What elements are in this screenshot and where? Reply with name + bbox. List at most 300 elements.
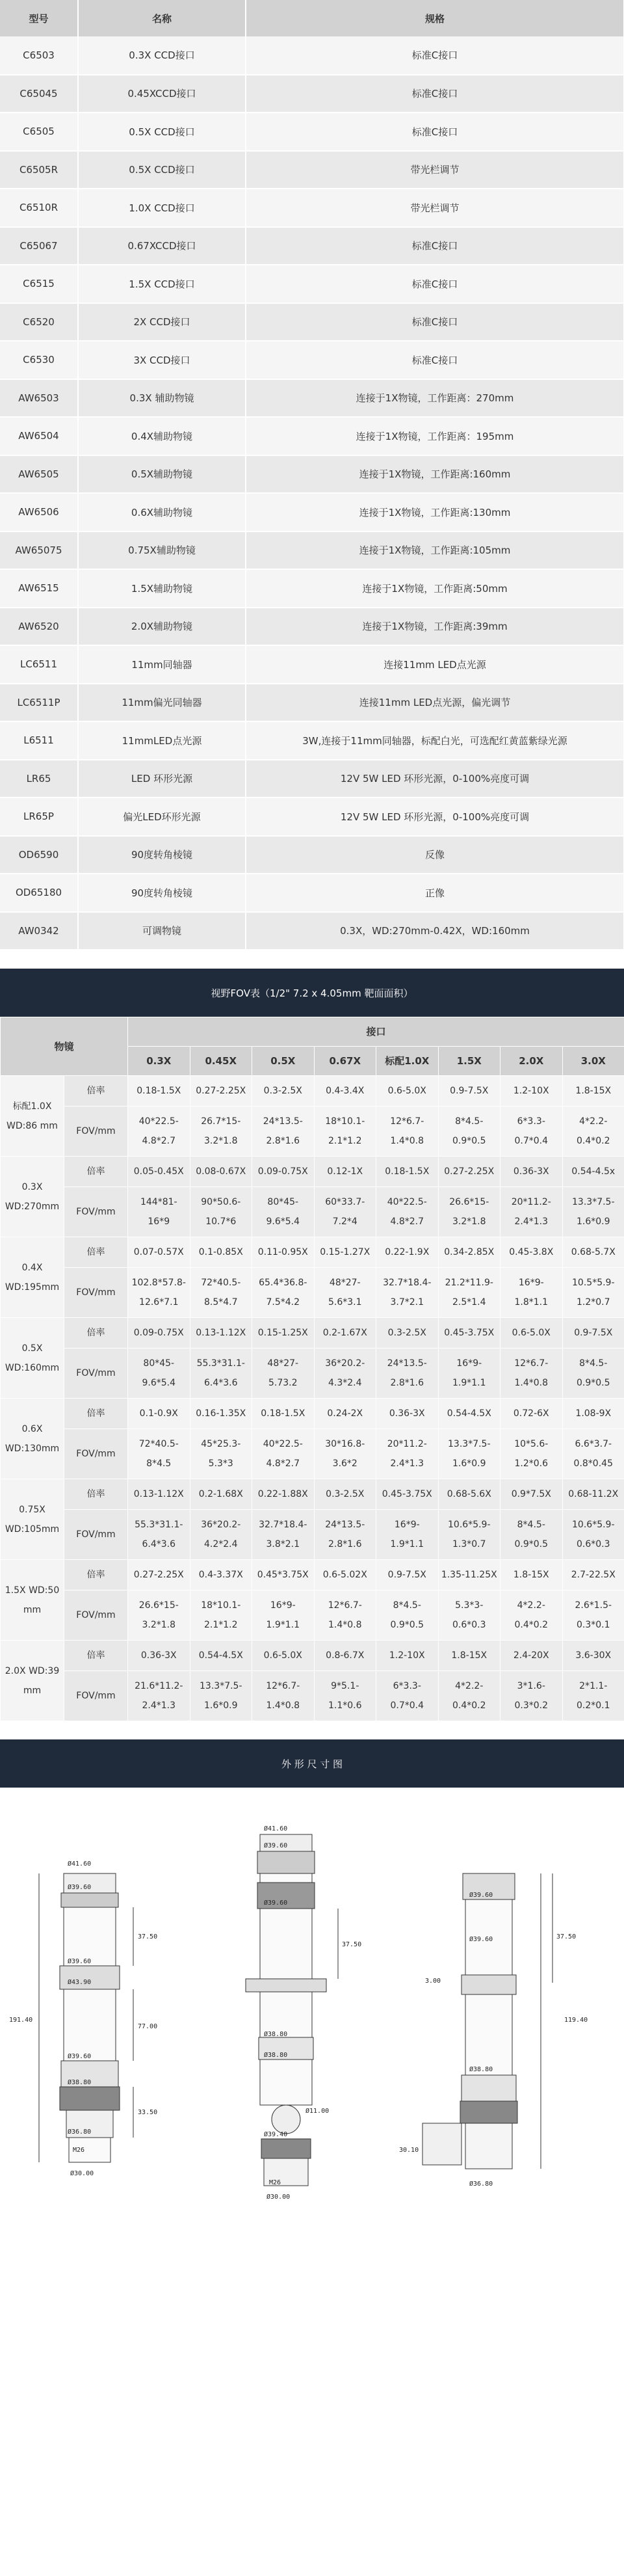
mag-cell: 0.4-3.37X (190, 1560, 252, 1590)
fov-cell: 10.6*5.9-1.3*0.7 (438, 1510, 500, 1560)
part-model: LR65P (0, 798, 78, 836)
mag-cell: 0.9-7.5X (562, 1318, 624, 1348)
fov-cell: 10.5*5.9-1.2*0.7 (562, 1268, 624, 1318)
parts-row (0, 608, 624, 646)
dim-label: M26 (269, 2179, 281, 2186)
mag-cell: 1.8-15X (438, 1641, 500, 1671)
mag-cell: 0.34-2.85X (438, 1237, 500, 1268)
fov-cell: 24*13.5-2.8*1.6 (252, 1107, 315, 1157)
header-spec: 规格 (246, 0, 624, 36)
mag-cell: 0.36-3X (500, 1157, 563, 1187)
part-spec: 连接于1X物镜，工作距离:39mm (246, 608, 624, 646)
mag-cell: 0.6-5.0X (252, 1641, 315, 1671)
fov-cell: 4*2.2-0.4*0.2 (562, 1107, 624, 1157)
parts-row (0, 912, 624, 950)
mag-cell: 0.1-0.85X (190, 1237, 252, 1268)
fov-cell: 60*33.7-7.2*4 (314, 1187, 376, 1237)
fov-cell: 2*1.1-0.2*0.1 (562, 1671, 624, 1721)
mag-cell: 0.22-1.88X (252, 1479, 315, 1510)
mag-label: 倍率 (64, 1479, 128, 1510)
mag-cell: 3.6-30X (562, 1641, 624, 1671)
fov-cell: 8*4.5-0.9*0.5 (376, 1590, 439, 1641)
middle-lens-outline (246, 1834, 338, 2186)
part-model: AW6515 (0, 569, 78, 608)
part-model: AW6504 (0, 417, 78, 455)
fov-cell: 16*9-1.9*1.1 (438, 1348, 500, 1399)
part-spec: 连接于1X物镜，工作距离：270mm (246, 379, 624, 418)
parts-row (0, 531, 624, 570)
interface-column-header: 标配1.0X (376, 1047, 439, 1076)
fov-cell: 13.3*7.5-1.6*0.9 (562, 1187, 624, 1237)
fov-cell: 24*13.5-2.8*1.6 (376, 1348, 439, 1399)
mag-cell: 0.45-3.75X (376, 1479, 439, 1510)
parts-row (0, 645, 624, 684)
part-spec: 连接于1X物镜，工作距离:130mm (246, 493, 624, 531)
part-spec: 标准C接口 (246, 36, 624, 75)
mag-cell: 0.13-1.12X (190, 1318, 252, 1348)
part-name: 90度转角棱镜 (78, 836, 246, 874)
dim-label: 77.00 (138, 2023, 158, 2030)
objective-header: 物镜 (1, 1017, 128, 1076)
part-name: 0.5X CCD接口 (78, 151, 246, 189)
fov-cell: 21.2*11.9-2.5*1.4 (438, 1268, 500, 1318)
part-model: LR65 (0, 760, 78, 798)
fov-range-row (1, 1671, 624, 1721)
dim-label: 37.50 (342, 1941, 362, 1948)
mag-cell: 0.4-3.4X (314, 1076, 376, 1107)
mag-cell: 0.9-7.5X (376, 1560, 439, 1590)
fov-cell: 55.3*31.1-6.4*3.6 (128, 1510, 190, 1560)
fov-cell: 6*3.3-0.7*0.4 (500, 1107, 563, 1157)
part-name: 偏光LED环形光源 (78, 798, 246, 836)
part-model: C6505 (0, 113, 78, 151)
fov-cell: 36*20.2-4.2*2.4 (190, 1510, 252, 1560)
fov-range-row (1, 1590, 624, 1641)
fov-cell: 102.8*57.8-12.6*7.1 (128, 1268, 190, 1318)
part-name: 0.6X辅助物镜 (78, 493, 246, 531)
objective-cell: 0.6X WD:130mm (1, 1399, 64, 1479)
fov-cell: 9*5.1-1.1*0.6 (314, 1671, 376, 1721)
mag-cell: 0.07-0.57X (128, 1237, 190, 1268)
fov-cell: 72*40.5-8*4.5 (128, 1429, 190, 1479)
dim-label: Ø39.60 (68, 1884, 92, 1891)
interface-column-header: 3.0X (562, 1047, 624, 1076)
mag-label: 倍率 (64, 1560, 128, 1590)
mag-cell: 0.27-2.25X (190, 1076, 252, 1107)
fov-cell: 16*9-1.9*1.1 (252, 1590, 315, 1641)
objective-cell: 标配1.0X WD:86 mm (1, 1076, 64, 1157)
mag-cell: 0.68-5.6X (438, 1479, 500, 1510)
header-model: 型号 (0, 0, 78, 36)
part-name: LED 环形光源 (78, 760, 246, 798)
fov-mag-row (1, 1399, 624, 1429)
part-spec: 带光栏调节 (246, 189, 624, 227)
drawings-banner-title: 外 形 尺 寸 图 (281, 1758, 343, 1770)
part-model: C6510R (0, 189, 78, 227)
drawings-banner (0, 1739, 624, 1788)
fov-cell: 32.7*18.4-3.7*2.1 (376, 1268, 439, 1318)
fov-table (0, 1017, 624, 1721)
dim-label: Ø11.00 (306, 2108, 330, 2115)
part-name: 1.0X CCD接口 (78, 189, 246, 227)
spacer (0, 1721, 624, 1739)
part-name: 0.3X 辅助物镜 (78, 379, 246, 418)
fov-mag-row (1, 1318, 624, 1348)
left-lens-outline (39, 1873, 133, 2162)
fov-cell: 3*1.6-0.3*0.2 (500, 1671, 563, 1721)
fov-cell: 30*16.8-3.6*2 (314, 1429, 376, 1479)
fov-mag-row (1, 1076, 624, 1107)
part-spec: 标准C接口 (246, 341, 624, 379)
part-name: 0.75X辅助物镜 (78, 531, 246, 570)
mag-cell: 0.27-2.25X (128, 1560, 190, 1590)
fov-label: FOV/mm (64, 1268, 128, 1318)
fov-mag-row (1, 1641, 624, 1671)
parts-header-row (0, 0, 624, 36)
part-spec: 标准C接口 (246, 227, 624, 265)
mag-cell: 1.8-15X (562, 1076, 624, 1107)
part-name: 3X CCD接口 (78, 341, 246, 379)
part-name: 11mm偏光同轴器 (78, 684, 246, 722)
fov-cell: 26.7*15-3.2*1.8 (190, 1107, 252, 1157)
part-model: AW6506 (0, 493, 78, 531)
fov-cell: 40*22.5-4.8*2.7 (128, 1107, 190, 1157)
part-name: 0.4X辅助物镜 (78, 417, 246, 455)
part-model: C65045 (0, 75, 78, 113)
fov-cell: 40*22.5-4.8*2.7 (252, 1429, 315, 1479)
dim-label: 37.50 (556, 1933, 577, 1940)
mag-cell: 0.45-3.75X (438, 1318, 500, 1348)
mag-cell: 0.16-1.35X (190, 1399, 252, 1429)
mag-cell: 0.3-2.5X (252, 1076, 315, 1107)
mag-cell: 1.2-10X (500, 1076, 563, 1107)
part-model: AW6520 (0, 608, 78, 646)
interface-header: 接口 (128, 1017, 624, 1047)
fov-cell: 16*9-1.8*1.1 (500, 1268, 563, 1318)
mag-cell: 0.9*7.5X (500, 1479, 563, 1510)
fov-cell: 144*81-16*9 (128, 1187, 190, 1237)
part-model: C6505R (0, 151, 78, 189)
dim-label: Ø39.40 (264, 2131, 288, 2138)
fov-cell: 18*10.1-2.1*1.2 (314, 1107, 376, 1157)
fov-mag-row (1, 1237, 624, 1268)
part-model: AW0342 (0, 912, 78, 950)
objective-cell: 1.5X WD:50 mm (1, 1560, 64, 1641)
part-name: 0.5X辅助物镜 (78, 455, 246, 494)
mag-cell: 0.2-1.67X (314, 1318, 376, 1348)
fov-cell: 18*10.1-2.1*1.2 (190, 1590, 252, 1641)
mag-cell: 0.15-1.27X (314, 1237, 376, 1268)
parts-row (0, 874, 624, 912)
mag-cell: 0.2-1.68X (190, 1479, 252, 1510)
part-model: L6511 (0, 721, 78, 760)
fov-cell: 16*9-1.9*1.1 (376, 1510, 439, 1560)
objective-cell: 2.0X WD:39 mm (1, 1641, 64, 1721)
mag-cell: 0.3-2.5X (376, 1318, 439, 1348)
mag-cell: 0.68-11.2X (562, 1479, 624, 1510)
drawings-svg (0, 1788, 624, 2337)
part-spec: 连接于1X物镜，工作距离:50mm (246, 569, 624, 608)
fov-label: FOV/mm (64, 1510, 128, 1560)
dim-label: Ø39.60 (469, 1936, 493, 1943)
parts-row (0, 341, 624, 379)
fov-range-row (1, 1107, 624, 1157)
part-spec: 12V 5W LED 环形光源，0-100%亮度可调 (246, 760, 624, 798)
part-spec: 12V 5W LED 环形光源，0-100%亮度可调 (246, 798, 624, 836)
fov-cell: 40*22.5-4.8*2.7 (376, 1187, 439, 1237)
dim-label: Ø38.80 (264, 2031, 288, 2038)
part-name: 1.5X CCD接口 (78, 265, 246, 303)
parts-row (0, 455, 624, 494)
part-model: C6515 (0, 265, 78, 303)
dim-label: Ø30.00 (266, 2194, 291, 2201)
part-name: 0.45XCCD接口 (78, 75, 246, 113)
mag-cell: 0.12-1X (314, 1157, 376, 1187)
mag-cell: 0.68-5.7X (562, 1237, 624, 1268)
part-model: C6530 (0, 341, 78, 379)
part-model: AW6505 (0, 455, 78, 494)
fov-body (1, 1076, 624, 1721)
fov-label: FOV/mm (64, 1348, 128, 1399)
dim-label: M26 (73, 2147, 85, 2154)
mag-cell: 0.6-5.0X (500, 1318, 563, 1348)
part-name: 11mm同轴器 (78, 645, 246, 684)
dim-label: 3.00 (425, 1978, 441, 1985)
dim-label: 37.50 (138, 1933, 158, 1940)
fov-mag-row (1, 1479, 624, 1510)
part-spec: 反像 (246, 836, 624, 874)
mag-label: 倍率 (64, 1237, 128, 1268)
part-name: 0.5X CCD接口 (78, 113, 246, 151)
fov-cell: 72*40.5-8.5*4.7 (190, 1268, 252, 1318)
parts-row (0, 303, 624, 342)
dim-label: Ø38.80 (469, 2066, 493, 2073)
fov-cell: 13.3*7.5-1.6*0.9 (190, 1671, 252, 1721)
mag-cell: 0.18-1.5X (252, 1399, 315, 1429)
dim-label: Ø41.60 (68, 1860, 92, 1868)
fov-cell: 12*6.7-1.4*0.8 (252, 1671, 315, 1721)
fov-mag-row (1, 1560, 624, 1590)
parts-row (0, 151, 624, 189)
dim-label: 33.50 (138, 2109, 158, 2116)
mag-cell: 0.11-0.95X (252, 1237, 315, 1268)
interface-column-header: 1.5X (438, 1047, 500, 1076)
parts-row (0, 721, 624, 760)
part-model: AW65075 (0, 531, 78, 570)
mag-cell: 0.9-7.5X (438, 1076, 500, 1107)
fov-cell: 20*11.2-2.4*1.3 (376, 1429, 439, 1479)
parts-row (0, 760, 624, 798)
part-name: 90度转角棱镜 (78, 874, 246, 912)
part-model: AW6503 (0, 379, 78, 418)
header-name: 名称 (78, 0, 246, 36)
objective-cell: 0.3X WD:270mm (1, 1157, 64, 1237)
dim-label: Ø36.80 (469, 2180, 493, 2188)
part-model: LC6511P (0, 684, 78, 722)
dim-label: Ø43.90 (68, 1979, 92, 1986)
fov-cell: 55.3*31.1-6.4*3.6 (190, 1348, 252, 1399)
fov-cell: 36*20.2-4.3*2.4 (314, 1348, 376, 1399)
fov-range-row (1, 1187, 624, 1237)
fov-range-row (1, 1510, 624, 1560)
fov-cell: 10*5.6-1.2*0.6 (500, 1429, 563, 1479)
right-lens-outline (422, 1873, 552, 2169)
mag-cell: 0.3-2.5X (314, 1479, 376, 1510)
fov-cell: 12*6.7-1.4*0.8 (376, 1107, 439, 1157)
parts-row (0, 493, 624, 531)
parts-row (0, 75, 624, 113)
mag-cell: 0.6-5.02X (314, 1560, 376, 1590)
part-spec: 连接11mm LED点光源，偏光调节 (246, 684, 624, 722)
part-spec: 标准C接口 (246, 75, 624, 113)
dim-label: Ø38.80 (264, 2052, 288, 2059)
fov-header-row-1 (1, 1017, 624, 1047)
mag-cell: 0.45-3.8X (500, 1237, 563, 1268)
part-spec: 连接11mm LED点光源 (246, 645, 624, 684)
parts-row (0, 265, 624, 303)
interface-column-header: 2.0X (500, 1047, 563, 1076)
fov-cell: 2.6*1.5-0.3*0.1 (562, 1590, 624, 1641)
mag-cell: 0.8-6.7X (314, 1641, 376, 1671)
parts-row (0, 684, 624, 722)
mag-cell: 0.18-1.5X (128, 1076, 190, 1107)
part-spec: 连接于1X物镜，工作距离：195mm (246, 417, 624, 455)
mag-cell: 0.24-2X (314, 1399, 376, 1429)
mag-cell: 1.35-11.25X (438, 1560, 500, 1590)
dim-label: Ø38.80 (68, 2079, 92, 2086)
part-spec: 0.3X，WD:270mm-0.42X，WD:160mm (246, 912, 624, 950)
fov-label: FOV/mm (64, 1590, 128, 1641)
part-model: LC6511 (0, 645, 78, 684)
mag-cell: 0.08-0.67X (190, 1157, 252, 1187)
parts-row (0, 379, 624, 418)
fov-cell: 90*50.6-10.7*6 (190, 1187, 252, 1237)
parts-row (0, 189, 624, 227)
dim-label: Ø39.60 (469, 1892, 493, 1899)
fov-cell: 45*25.3-5.3*3 (190, 1429, 252, 1479)
spacer (0, 950, 624, 969)
dim-label: Ø39.60 (264, 1899, 288, 1907)
fov-cell: 10.6*5.9-0.6*0.3 (562, 1510, 624, 1560)
fov-cell: 8*4.5-0.9*0.5 (438, 1107, 500, 1157)
fov-label: FOV/mm (64, 1107, 128, 1157)
mag-label: 倍率 (64, 1399, 128, 1429)
mag-label: 倍率 (64, 1076, 128, 1107)
mag-cell: 0.45*3.75X (252, 1560, 315, 1590)
fov-cell: 24*13.5-2.8*1.6 (314, 1510, 376, 1560)
mag-cell: 0.22-1.9X (376, 1237, 439, 1268)
fov-cell: 5.3*3-0.6*0.3 (438, 1590, 500, 1641)
objective-cell: 0.4X WD:195mm (1, 1237, 64, 1318)
part-name: 0.67XCCD接口 (78, 227, 246, 265)
parts-row (0, 417, 624, 455)
mag-cell: 0.1-0.9X (128, 1399, 190, 1429)
part-model: C6503 (0, 36, 78, 75)
fov-cell: 12*6.7-1.4*0.8 (500, 1348, 563, 1399)
parts-row (0, 36, 624, 75)
objective-cell: 0.75X WD:105mm (1, 1479, 64, 1560)
fov-cell: 26.6*15-3.2*1.8 (438, 1187, 500, 1237)
fov-label: FOV/mm (64, 1671, 128, 1721)
fov-cell: 20*11.2-2.4*1.3 (500, 1187, 563, 1237)
fov-range-row (1, 1429, 624, 1479)
parts-table (0, 0, 624, 950)
part-name: 2X CCD接口 (78, 303, 246, 342)
parts-row (0, 798, 624, 836)
mag-cell: 1.08-9X (562, 1399, 624, 1429)
part-name: 1.5X辅助物镜 (78, 569, 246, 608)
interface-column-header: 0.3X (128, 1047, 190, 1076)
parts-row (0, 569, 624, 608)
fov-mag-row (1, 1157, 624, 1187)
mag-cell: 0.36-3X (128, 1641, 190, 1671)
fov-banner (0, 969, 624, 1017)
fov-cell: 48*27-5.73.2 (252, 1348, 315, 1399)
part-model: OD65180 (0, 874, 78, 912)
mag-cell: 0.36-3X (376, 1399, 439, 1429)
mag-label: 倍率 (64, 1318, 128, 1348)
part-name: 11mmLED点光源 (78, 721, 246, 760)
dim-label: Ø39.60 (264, 1842, 288, 1849)
mag-cell: 2.4-20X (500, 1641, 563, 1671)
fov-cell: 6.6*3.7-0.8*0.45 (562, 1429, 624, 1479)
mag-cell: 0.09-0.75X (128, 1318, 190, 1348)
part-spec: 带光栏调节 (246, 151, 624, 189)
mag-cell: 0.54-4.5x (562, 1157, 624, 1187)
mag-cell: 0.27-2.25X (438, 1157, 500, 1187)
part-model: OD6590 (0, 836, 78, 874)
mag-cell: 0.13-1.12X (128, 1479, 190, 1510)
fov-range-row (1, 1348, 624, 1399)
dim-label: Ø36.80 (68, 2128, 92, 2136)
fov-label: FOV/mm (64, 1187, 128, 1237)
fov-label: FOV/mm (64, 1429, 128, 1479)
part-name: 0.3X CCD接口 (78, 36, 246, 75)
fov-cell: 4*2.2-0.4*0.2 (438, 1671, 500, 1721)
objective-cell: 0.5X WD:160mm (1, 1318, 64, 1399)
mag-cell: 0.09-0.75X (252, 1157, 315, 1187)
interface-column-header: 0.5X (252, 1047, 315, 1076)
fov-cell: 8*4.5-0.9*0.5 (562, 1348, 624, 1399)
parts-row (0, 227, 624, 265)
fov-cell: 48*27-5.6*3.1 (314, 1268, 376, 1318)
parts-body (0, 36, 624, 950)
part-spec: 连接于1X物镜，工作距离:105mm (246, 531, 624, 570)
part-name: 可调物镜 (78, 912, 246, 950)
interface-column-header: 0.67X (314, 1047, 376, 1076)
mag-cell: 0.05-0.45X (128, 1157, 190, 1187)
mag-cell: 1.2-10X (376, 1641, 439, 1671)
fov-cell: 4*2.2-0.4*0.2 (500, 1590, 563, 1641)
part-spec: 标准C接口 (246, 303, 624, 342)
mag-cell: 1.8-15X (500, 1560, 563, 1590)
fov-cell: 26.6*15-3.2*1.8 (128, 1590, 190, 1641)
dim-label: Ø39.60 (68, 1958, 92, 1965)
part-spec: 标准C接口 (246, 265, 624, 303)
mag-cell: 0.54-4.5X (438, 1399, 500, 1429)
fov-cell: 80*45-9.6*5.4 (252, 1187, 315, 1237)
parts-row (0, 113, 624, 151)
dim-label: Ø41.60 (264, 1825, 288, 1832)
mag-cell: 0.6-5.0X (376, 1076, 439, 1107)
mag-cell: 2.7-22.5X (562, 1560, 624, 1590)
fov-banner-title: 视野FOV表（1/2" 7.2 x 4.05mm 靶面面积） (211, 987, 413, 999)
mag-cell: 0.54-4.5X (190, 1641, 252, 1671)
fov-cell: 65.4*36.8-7.5*4.2 (252, 1268, 315, 1318)
dim-label: 191.40 (9, 2017, 33, 2024)
part-model: C65067 (0, 227, 78, 265)
dim-label: 119.40 (564, 2017, 588, 2024)
